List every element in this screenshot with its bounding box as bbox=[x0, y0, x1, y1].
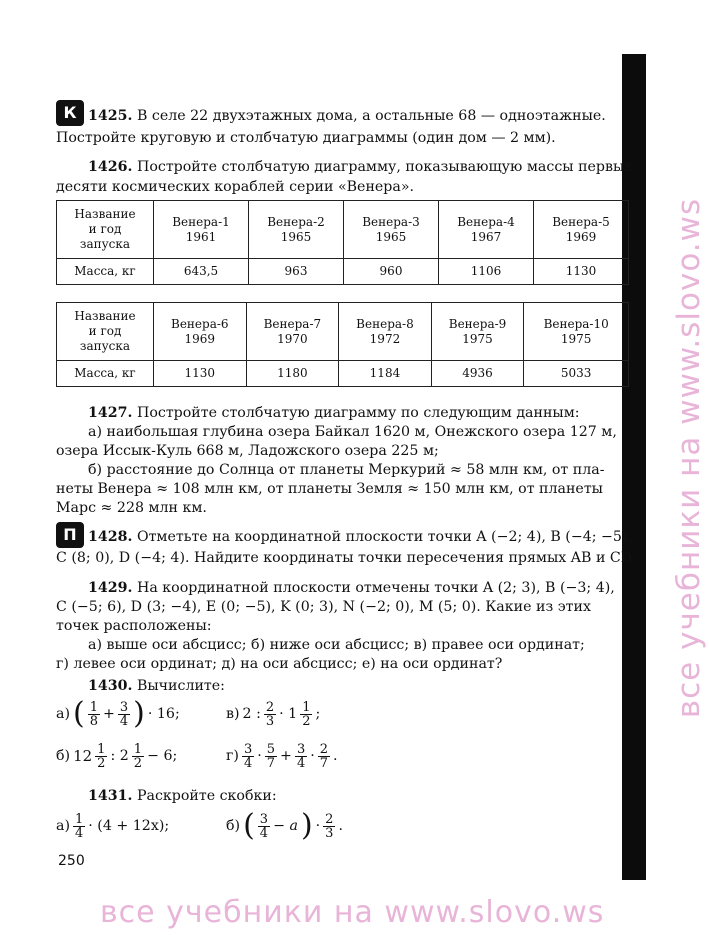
problem-1427-line1: 1427. Постройте столбчатую диаграмму по следующим данным: bbox=[88, 405, 580, 421]
table2-col5: Венера-10 1975 bbox=[524, 303, 629, 361]
table1-mass-3: 960 bbox=[344, 259, 439, 285]
problem-1428-line1: 1428. Отметьте на координатной плоскости точки A (−2; 4), B (−4; −5), bbox=[88, 529, 633, 545]
problem-1429-line5: г) левее оси ординат; д) на оси абсцисс; е) на оси ординат? bbox=[56, 656, 503, 672]
table1-mass-2: 963 bbox=[249, 259, 344, 285]
problem-1431-title: 1431. Раскройте скобки: bbox=[88, 788, 277, 804]
venera-table-2 bbox=[56, 302, 629, 387]
problem-1428-line2: C (8; 0), D (−4; 4). Найдите координаты точки пересечения прямых AB и CD. bbox=[56, 550, 637, 566]
problem-1427-line3: озера Иссык-Куль 668 м, Ладожского озера 225 м; bbox=[56, 443, 439, 459]
venera-table-1 bbox=[56, 200, 629, 285]
problem-1427-line2: а) наибольшая глубина озера Байкал 1620 м, Онежского озера 127 м, bbox=[88, 424, 617, 440]
table1-mass-label: Масса, кг bbox=[57, 259, 154, 285]
problem-1430-g: г) $\frac{3}{4}$ · $\frac{5}{7}$ + $\frac{3}{4}$ · $\frac{2}{7}$ . bbox=[226, 741, 338, 771]
table1-header-cell: Название и год запуска bbox=[57, 201, 154, 259]
table2-col4: Венера-9 1975 bbox=[431, 303, 524, 361]
table2-col2: Венера-7 1970 bbox=[246, 303, 339, 361]
problem-1427-line6: Марс ≈ 228 млн км. bbox=[56, 500, 207, 516]
table2-mass-3: 1184 bbox=[339, 361, 432, 387]
problem-1427-line4: б) расстояние до Солнца от планеты Меркурий ≈ 58 млн км, от пла- bbox=[88, 462, 605, 478]
table2-mass-label: Масса, кг bbox=[57, 361, 154, 387]
k-icon: К bbox=[56, 100, 84, 126]
table1-col3: Венера-3 1965 bbox=[344, 201, 439, 259]
problem-1427-line5: неты Венера ≈ 108 млн км, от планеты Земля ≈ 150 млн км, от планеты bbox=[56, 481, 603, 497]
table2-mass-5: 5033 bbox=[524, 361, 629, 387]
problem-1429-line2: C (−5; 6), D (3; −4), E (0; −5), K (0; 3), N (−2; 0), M (5; 0). Какие из этих bbox=[56, 599, 591, 615]
p-icon: П bbox=[56, 522, 84, 548]
problem-1430-v: в) 2 : $\frac{2}{3}$ · 1 $\frac{1}{2}$ ; bbox=[226, 699, 321, 729]
table1-col4: Венера-4 1967 bbox=[439, 201, 534, 259]
scan-edge-shadow bbox=[622, 54, 646, 880]
problem-1430-title: 1430. Вычислите: bbox=[88, 678, 225, 694]
problem-1426-line1: 1426. Постройте столбчатую диаграмму, показывающую массы первых bbox=[88, 159, 633, 175]
table1-mass-5: 1130 bbox=[534, 259, 629, 285]
problem-1426-line2: десяти космических кораблей серии «Венера». bbox=[56, 179, 415, 195]
side-watermark: все учебники на www.slovo.ws bbox=[671, 197, 707, 719]
problem-1425-line1: 1425. В селе 22 двухэтажных дома, а остальные 68 — одноэтажные. bbox=[88, 108, 606, 124]
problem-1429-line1: 1429. На координатной плоскости отмечены точки A (2; 3), B (−3; 4), bbox=[88, 580, 615, 596]
table2-header-cell: Название и год запуска bbox=[57, 303, 154, 361]
bottom-watermark: все учебники на www.slovo.ws bbox=[100, 895, 605, 930]
table2-mass-2: 1180 bbox=[246, 361, 339, 387]
table1-col5: Венера-5 1969 bbox=[534, 201, 629, 259]
page-number: 250 bbox=[58, 853, 85, 869]
table2-col1: Венера-6 1969 bbox=[154, 303, 247, 361]
problem-1430-b: б) 12 $\frac{1}{2}$ : 2 $\frac{1}{2}$ − 6; bbox=[56, 741, 178, 771]
problem-1431-a: а) $\frac{1}{4}$ · (4 + 12x); bbox=[56, 811, 170, 841]
problem-1425-line2: Постройте круговую и столбчатую диаграммы (один дом — 2 мм). bbox=[56, 130, 556, 146]
table1-col1: Венера-1 1961 bbox=[154, 201, 249, 259]
problem-1430-a: а) ( $\frac{1}{8}$ + $\frac{3}{4}$ ) · 16; bbox=[56, 696, 180, 731]
table1-mass-1: 643,5 bbox=[154, 259, 249, 285]
problem-1429-line4: а) выше оси абсцисс; б) ниже оси абсцисс; в) правее оси ординат; bbox=[88, 637, 585, 653]
table1-col2: Венера-2 1965 bbox=[249, 201, 344, 259]
problem-1429-line3: точек расположены: bbox=[56, 618, 212, 634]
problem-1431-b: б) ( $\frac{3}{4}$ − a ) · $\frac{2}{3}$ . bbox=[226, 808, 343, 843]
table2-mass-1: 1130 bbox=[154, 361, 247, 387]
table2-mass-4: 4936 bbox=[431, 361, 524, 387]
table1-mass-4: 1106 bbox=[439, 259, 534, 285]
table2-col3: Венера-8 1972 bbox=[339, 303, 432, 361]
